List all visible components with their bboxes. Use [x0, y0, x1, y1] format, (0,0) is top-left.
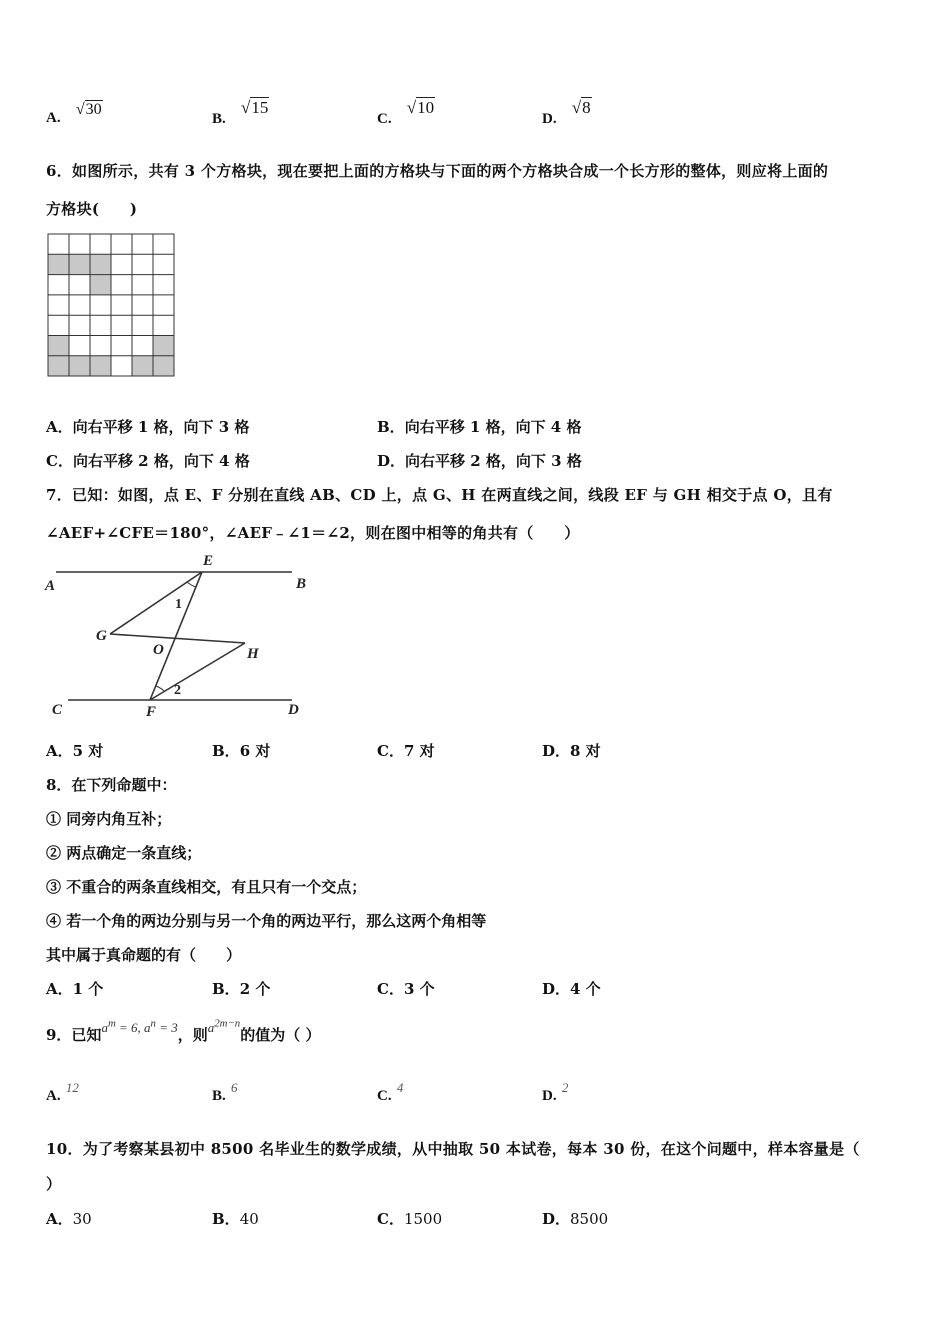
q9-option-a: A. 12 [46, 1080, 79, 1104]
shaded-cell [90, 356, 111, 376]
segment-hf [150, 643, 245, 700]
q6-option-d: D．向右平移 2 格，向下 3 格 [377, 452, 582, 470]
label-angle-2: 2 [174, 683, 181, 698]
q7-geometry-figure [40, 548, 320, 720]
q6-option-b: B．向右平移 1 格，向下 4 格 [377, 418, 582, 436]
shaded-cell [153, 356, 174, 376]
label-f: F [146, 704, 157, 720]
segment-ef [150, 572, 202, 700]
label-h: H [247, 646, 259, 662]
label-a: A [45, 578, 56, 594]
angle-2-arc [156, 686, 164, 691]
q8-item-4: ④ 若一个角的两边分别与另一个角的两边平行，那么这两个角相等 [46, 912, 487, 930]
q9-stem: 9．已知$a^m = 6$, $a^n = 3$，则$a^{2m-n}$的值为（ ） [46, 1017, 321, 1044]
segment-gh [110, 634, 245, 643]
q8-option-c: C．3 个 [377, 980, 435, 998]
segment-eg [110, 572, 202, 634]
shaded-cell [69, 254, 90, 274]
q8-option-b: B．2 个 [212, 980, 271, 998]
q10-option-a: A．30 [46, 1210, 92, 1228]
q7-option-d: D．8 对 [542, 742, 601, 760]
q9-expression: $a^{2m-n}$ [207, 1017, 241, 1035]
sqrt-10: √10 [406, 98, 435, 117]
q6-stem-line1: 6．如图所示，共有 3 个方格块，现在要把上面的方格块与下面的两个方格块合成一个长方形的整体，则应将上面的 [46, 162, 829, 180]
shaded-cell [90, 275, 111, 295]
q5-option-a: A. √30 [46, 101, 102, 126]
shaded-cell [69, 356, 90, 376]
shaded-cell [153, 336, 174, 356]
q9-option-b: B. 6 [212, 1080, 238, 1104]
q9-option-d: D. 2 [542, 1080, 569, 1104]
q6-stem-line2: 方格块( ) [46, 200, 138, 218]
label-d: D [288, 702, 299, 718]
q5-option-b: B. √15 [212, 98, 269, 127]
sqrt-30: √30 [75, 101, 102, 118]
q5-option-d: D. √8 [542, 98, 591, 127]
q5-option-c: C. √10 [377, 98, 435, 127]
sqrt-15: √15 [241, 98, 269, 117]
shaded-cell [90, 254, 111, 274]
q7-option-a: A．5 对 [46, 742, 104, 760]
q7-option-b: B．6 对 [212, 742, 271, 760]
q9-option-c: C. 4 [377, 1080, 404, 1104]
q6-option-a: A．向右平移 1 格，向下 3 格 [46, 418, 250, 436]
q7-stem-line2: ∠AEF+∠CFE＝180°，∠AEF﹣∠1＝∠2，则在图中相等的角共有（ ） [46, 524, 580, 542]
q8-stem: 8．在下列命题中： [46, 776, 177, 794]
label-c: C [52, 702, 63, 718]
q8-item-2: ② 两点确定一条直线； [46, 844, 202, 862]
shaded-cell [48, 336, 69, 356]
label-b: B [296, 576, 307, 592]
q8-question: 其中属于真命题的有（ ） [46, 946, 242, 964]
q10-option-c: C．1500 [377, 1210, 443, 1228]
q7-option-c: C．7 对 [377, 742, 435, 760]
label-g: G [96, 628, 107, 644]
q8-item-1: ① 同旁内角互补； [46, 810, 172, 828]
q8-item-3: ③ 不重合的两条直线相交，有且只有一个交点； [46, 878, 367, 896]
q8-option-a: A．1 个 [46, 980, 104, 998]
q10-stem-line1: 10．为了考察某县初中 8500 名毕业生的数学成绩，从中抽取 50 本试卷，每本 30 份，在这个问题中，样本容量是（ [46, 1140, 860, 1158]
label-e: E [203, 553, 214, 569]
q10-option-b: B．40 [212, 1210, 259, 1228]
q8-option-d: D．4 个 [542, 980, 601, 998]
angle-1-arc [187, 582, 196, 587]
q6-grid-figure [46, 232, 176, 380]
shaded-cell [48, 254, 69, 274]
label-o: O [153, 642, 164, 658]
q6-option-c: C．向右平移 2 格，向下 4 格 [46, 452, 250, 470]
q10-option-d: D．8500 [542, 1210, 609, 1228]
q7-stem-line1: 7．已知：如图，点 E、F 分别在直线 AB、CD 上，点 G、H 在两直线之间，线段 EF 与 GH 相交于点 O，且有 [46, 486, 833, 504]
label-angle-1: 1 [175, 597, 182, 612]
shaded-cell [132, 356, 153, 376]
q9-condition: $a^m = 6$, $a^n = 3$ [101, 1017, 178, 1035]
shaded-cell [48, 356, 69, 376]
sqrt-8: √8 [571, 98, 591, 117]
q10-stem-line2: ） [46, 1175, 62, 1193]
